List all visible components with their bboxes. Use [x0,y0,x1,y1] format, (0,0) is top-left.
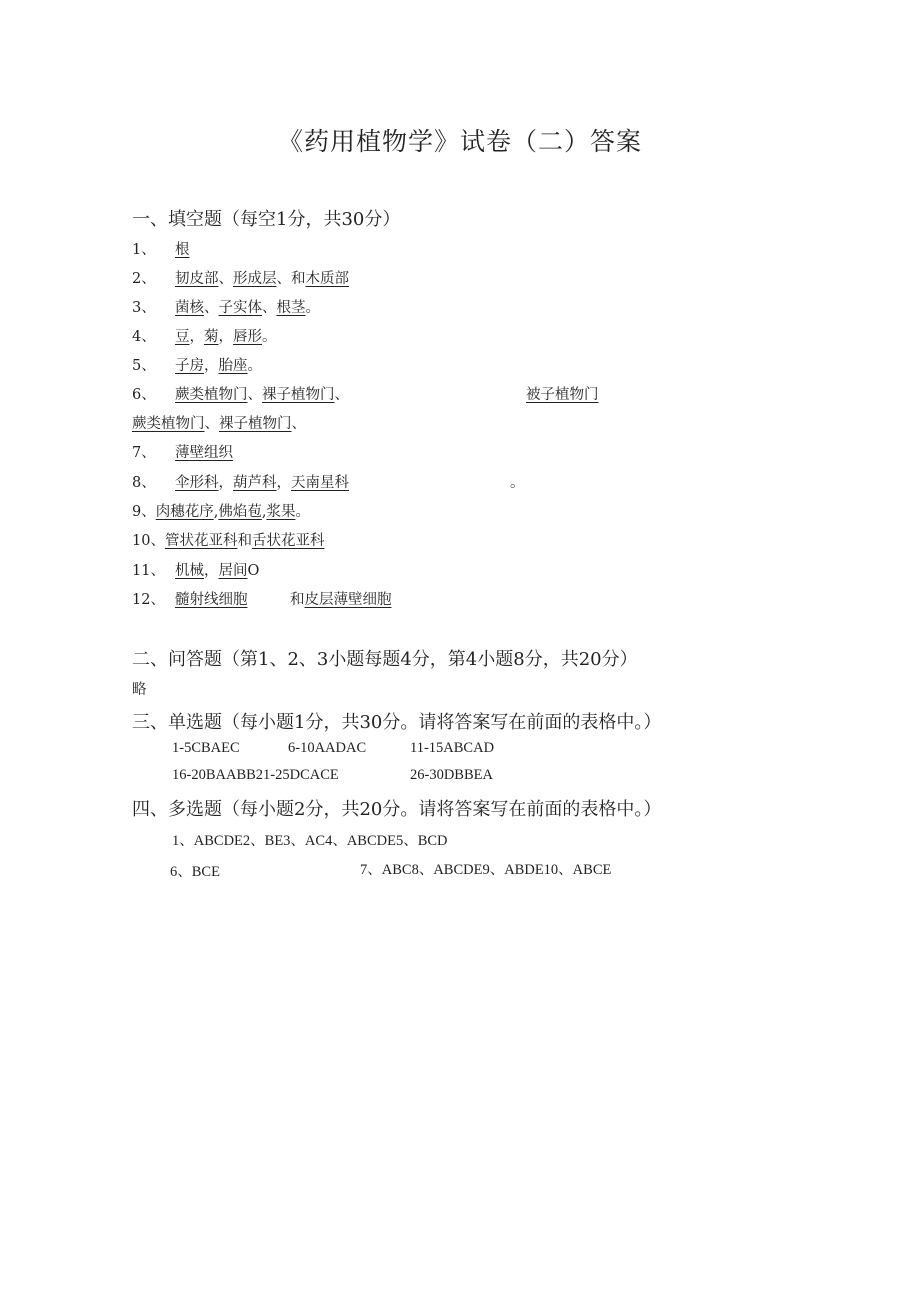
q12-number: 12、 [132,592,165,608]
q6-number: 6、 [132,387,156,403]
q6-sep-2: 、 [334,387,349,403]
q10-number: 10、 [132,533,165,549]
q3-answer-3: 根茎 [276,300,306,316]
q5-number: 5、 [132,358,156,374]
q1-answer-1: 根 [175,242,190,258]
q9-answer-3: 浆果 [266,504,296,520]
q12-line [132,588,392,609]
section3-answer-6-10: 6-10AADAC [288,740,367,756]
q8-answer-3: 天南星科 [291,475,349,491]
section4-answer-6: 6、BCE [170,864,220,880]
q7-line [132,441,233,462]
q7-answer-1: 薄壁组织 [175,445,233,461]
q12-answer-1: 髓射线细胞 [175,592,248,608]
q3-end: 。 [305,300,320,316]
q10-answer-1: 管状花亚科 [164,533,238,549]
q4-line [132,325,277,346]
section2-heading: 二、问答题（第1、2、3小题每题4分，第4小题8分，共20分） [132,649,638,670]
q4-answer-2: 菊 [204,329,219,345]
q9-end: 。 [295,504,310,520]
q4-answer-1: 豆 [175,329,190,345]
page-title: 《药用植物学》试卷（二）答案 [277,127,642,156]
q2-line [132,267,349,288]
section3-answer-1-5: 1-5CBAEC [172,740,240,756]
q9-sep-2: , [261,504,267,520]
q6b-answer-2: 裸子植物门 [219,416,292,432]
q6-sep-1: 、 [247,387,262,403]
q8-answer-1: 伞形科 [175,475,219,491]
section3-answer-26-30: 26-30DBBEA [410,767,493,783]
section4-answer-1-5: 1、ABCDE2、BE3、AC4、ABCDE5、BCD [172,833,448,849]
q3-line [132,296,320,317]
q3-number: 3、 [132,300,156,316]
section4-answer-7-10: 7、ABC8、ABCDE9、ABDE10、ABCE [360,862,612,878]
q8-sep-2: ， [276,475,291,491]
section3-heading: 三、单选题（每小题1分，共30分。请将答案写在前面的表格中。） [132,712,662,733]
q6b-answer-1: 蕨类植物门 [132,416,205,432]
q11-answer-2: 居间 [218,563,248,579]
q2-number: 2、 [132,271,156,287]
q9-sep-1: , [213,504,219,520]
q11-answer-1: 机械 [175,563,204,579]
q5-end: 。 [247,358,262,374]
q8-number: 8、 [132,475,156,491]
q10-answer-2: 舌状花亚科 [251,533,325,549]
q6b-sep-2: 、 [291,416,306,432]
q2-sep-2: 、和 [276,271,306,287]
q3-sep-2: 、 [262,300,277,316]
q3-answer-2: 子实体 [218,300,262,316]
q8-answer-2: 葫芦科 [233,475,277,491]
q8-end: 。 [510,475,525,491]
q1-number: 1、 [132,242,156,258]
q3-answer-1: 菌核 [175,300,204,316]
section3-answer-11-15: 11-15ABCAD [410,740,495,756]
q9-answer-2: 佛焰苞 [218,504,262,520]
q2-answer-3: 木质部 [305,271,349,287]
q4-sep-1: ， [189,329,204,345]
section4-heading: 四、多选题（每小题2分，共20分。请将答案写在前面的表格中。） [132,799,662,820]
q12-sep-1: 和 [290,592,305,608]
q4-end: 。 [262,329,277,345]
q9-number: 9、 [132,504,156,520]
q11-sep-1: ， [204,563,219,579]
q11-line [132,559,260,580]
q5-sep-1: ， [204,358,219,374]
q4-answer-3: 唇形 [233,329,262,345]
section2-body: 略 [132,682,147,698]
q6-line [132,383,599,404]
q6-answer-1: 蕨类植物门 [175,387,248,403]
q2-answer-2: 形成层 [233,271,277,287]
section3-answer-16-25: 16-20BAABB21-25DCACE [172,767,339,783]
q6-answer-3: 被子植物门 [526,387,599,403]
q11-number: 11、 [132,563,165,579]
q3-sep-1: 、 [204,300,219,316]
q7-number: 7、 [132,445,156,461]
section1-heading: 一、填空题（每空1分，共30分） [132,209,401,230]
q12-answer-2: 皮层薄壁细胞 [304,592,392,608]
q10-sep-1: 和 [237,533,252,549]
q9-line [132,500,310,521]
q6-answer-2: 裸子植物门 [262,387,335,403]
q2-sep-1: 、 [218,271,233,287]
q2-answer-1: 韧皮部 [175,271,219,287]
q11-end: O [247,563,260,579]
q4-number: 4、 [132,329,156,345]
q1-line [132,238,190,259]
q5-answer-2: 胎座 [218,358,248,374]
q6-continuation-line [132,412,306,433]
q6b-sep-1: 、 [204,416,219,432]
q5-line [132,354,262,375]
q10-line [132,529,324,550]
q5-answer-1: 子房 [175,358,204,374]
q8-sep-1: ， [218,475,233,491]
q4-sep-2: ， [218,329,233,345]
q9-answer-1: 肉穗花序 [155,504,214,520]
q8-line [132,471,525,492]
